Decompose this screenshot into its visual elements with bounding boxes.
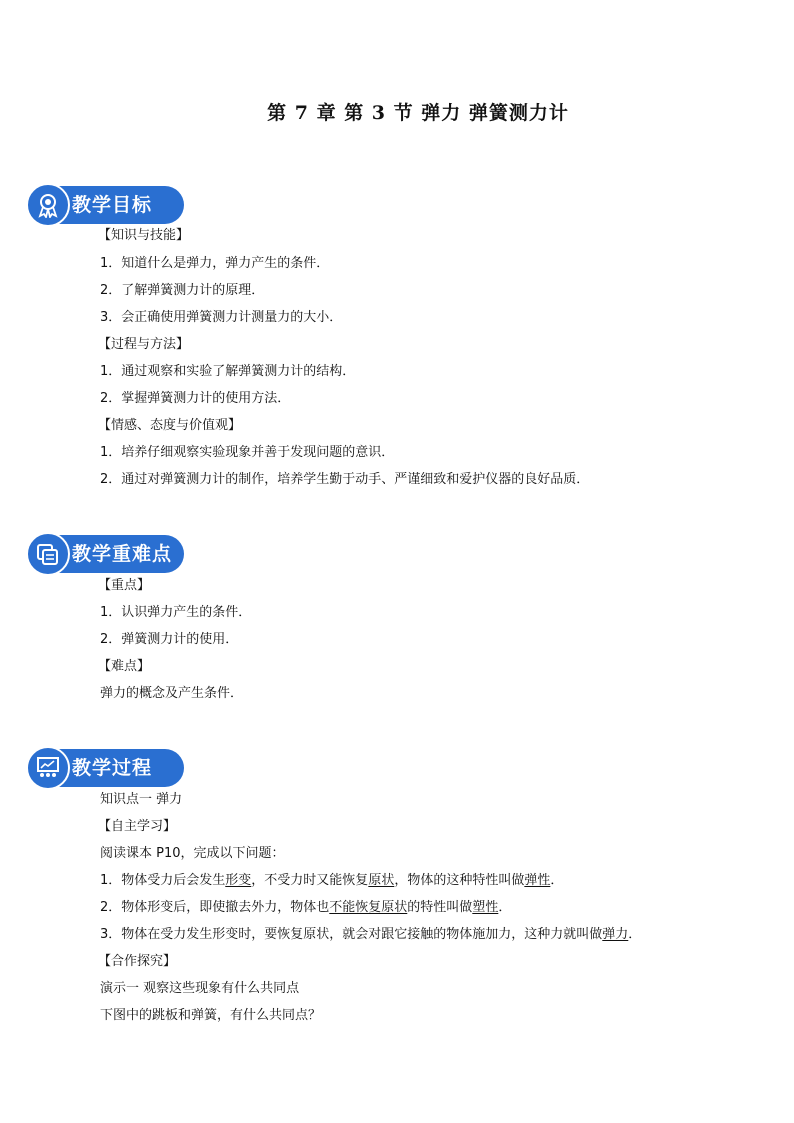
answer-blank: 弹性 — [524, 873, 551, 888]
emotion-item: 1．培养仔细观察实验现象并善于发现问题的意识． — [100, 445, 395, 460]
section-title-goals: 教学目标 — [72, 194, 153, 216]
question-1: 1．物体受力后会发生形变，不受力时又能恢复原状，物体的这种特性叫做弹性． — [100, 873, 564, 888]
answer-blank: 弹力 — [602, 927, 629, 942]
knowledge-item: 2．了解弹簧测力计的原理． — [100, 283, 265, 298]
section-title-process: 教学过程 — [72, 757, 153, 779]
question-3: 3．物体在受力发生形变时，要恢复原状，就会对跟它接触的物体施加力，这种力就叫做弹力． — [100, 927, 642, 942]
section-banner-key-points — [26, 532, 184, 576]
discussion-question: 下图中的跳板和弹簧，有什么共同点？ — [100, 1008, 322, 1023]
process-method-item: 2．掌握弹簧测力计的使用方法． — [100, 391, 291, 406]
document-title: 第 7 章 第 3 节 弹力 弹簧测力计 — [267, 102, 569, 124]
key-item: 2．弹簧测力计的使用． — [100, 632, 239, 647]
emotion-item: 2．通过对弹簧测力计的制作，培养学生勤于动手、严谨细致和爱护仪器的良好品质． — [100, 472, 590, 487]
knowledge-heading: 【知识与技能】 — [98, 228, 190, 243]
knowledge-item: 1．知道什么是弹力，弹力产生的条件． — [100, 256, 330, 271]
answer-blank: 塑性 — [472, 900, 499, 915]
difficult-heading: 【难点】 — [98, 659, 151, 674]
process-method-item: 1．通过观察和实验了解弹簧测力计的结构． — [100, 364, 356, 379]
demo-heading: 演示一 观察这些现象有什么共同点 — [100, 981, 300, 996]
answer-blank: 形变 — [225, 873, 252, 888]
knowledge-item: 3．会正确使用弹簧测力计测量力的大小． — [100, 310, 343, 325]
section-banner-goals — [26, 183, 184, 227]
award-ribbon-icon — [26, 183, 70, 227]
answer-blank: 不能恢复原状 — [329, 900, 408, 915]
self-study-heading: 【自主学习】 — [98, 819, 177, 834]
key-heading: 【重点】 — [98, 578, 151, 593]
section-title-key-points: 教学重难点 — [72, 543, 173, 565]
stacked-pages-icon — [26, 532, 70, 576]
process-method-heading: 【过程与方法】 — [98, 337, 190, 352]
key-item: 1．认识弹力产生的条件． — [100, 605, 252, 620]
difficult-item: 弹力的概念及产生条件． — [100, 686, 244, 701]
question-2: 2．物体形变后，即使撤去外力，物体也不能恢复原状的特性叫做塑性． — [100, 900, 512, 915]
presentation-board-icon — [26, 746, 70, 790]
reading-instruction: 阅读课本 P10，完成以下问题： — [100, 846, 285, 861]
topic-heading: 知识点一 弹力 — [100, 792, 183, 807]
section-banner-process — [26, 746, 184, 790]
cooperation-heading: 【合作探究】 — [98, 954, 177, 969]
emotion-heading: 【情感、态度与价值观】 — [98, 418, 242, 433]
answer-blank: 原状 — [368, 873, 395, 888]
